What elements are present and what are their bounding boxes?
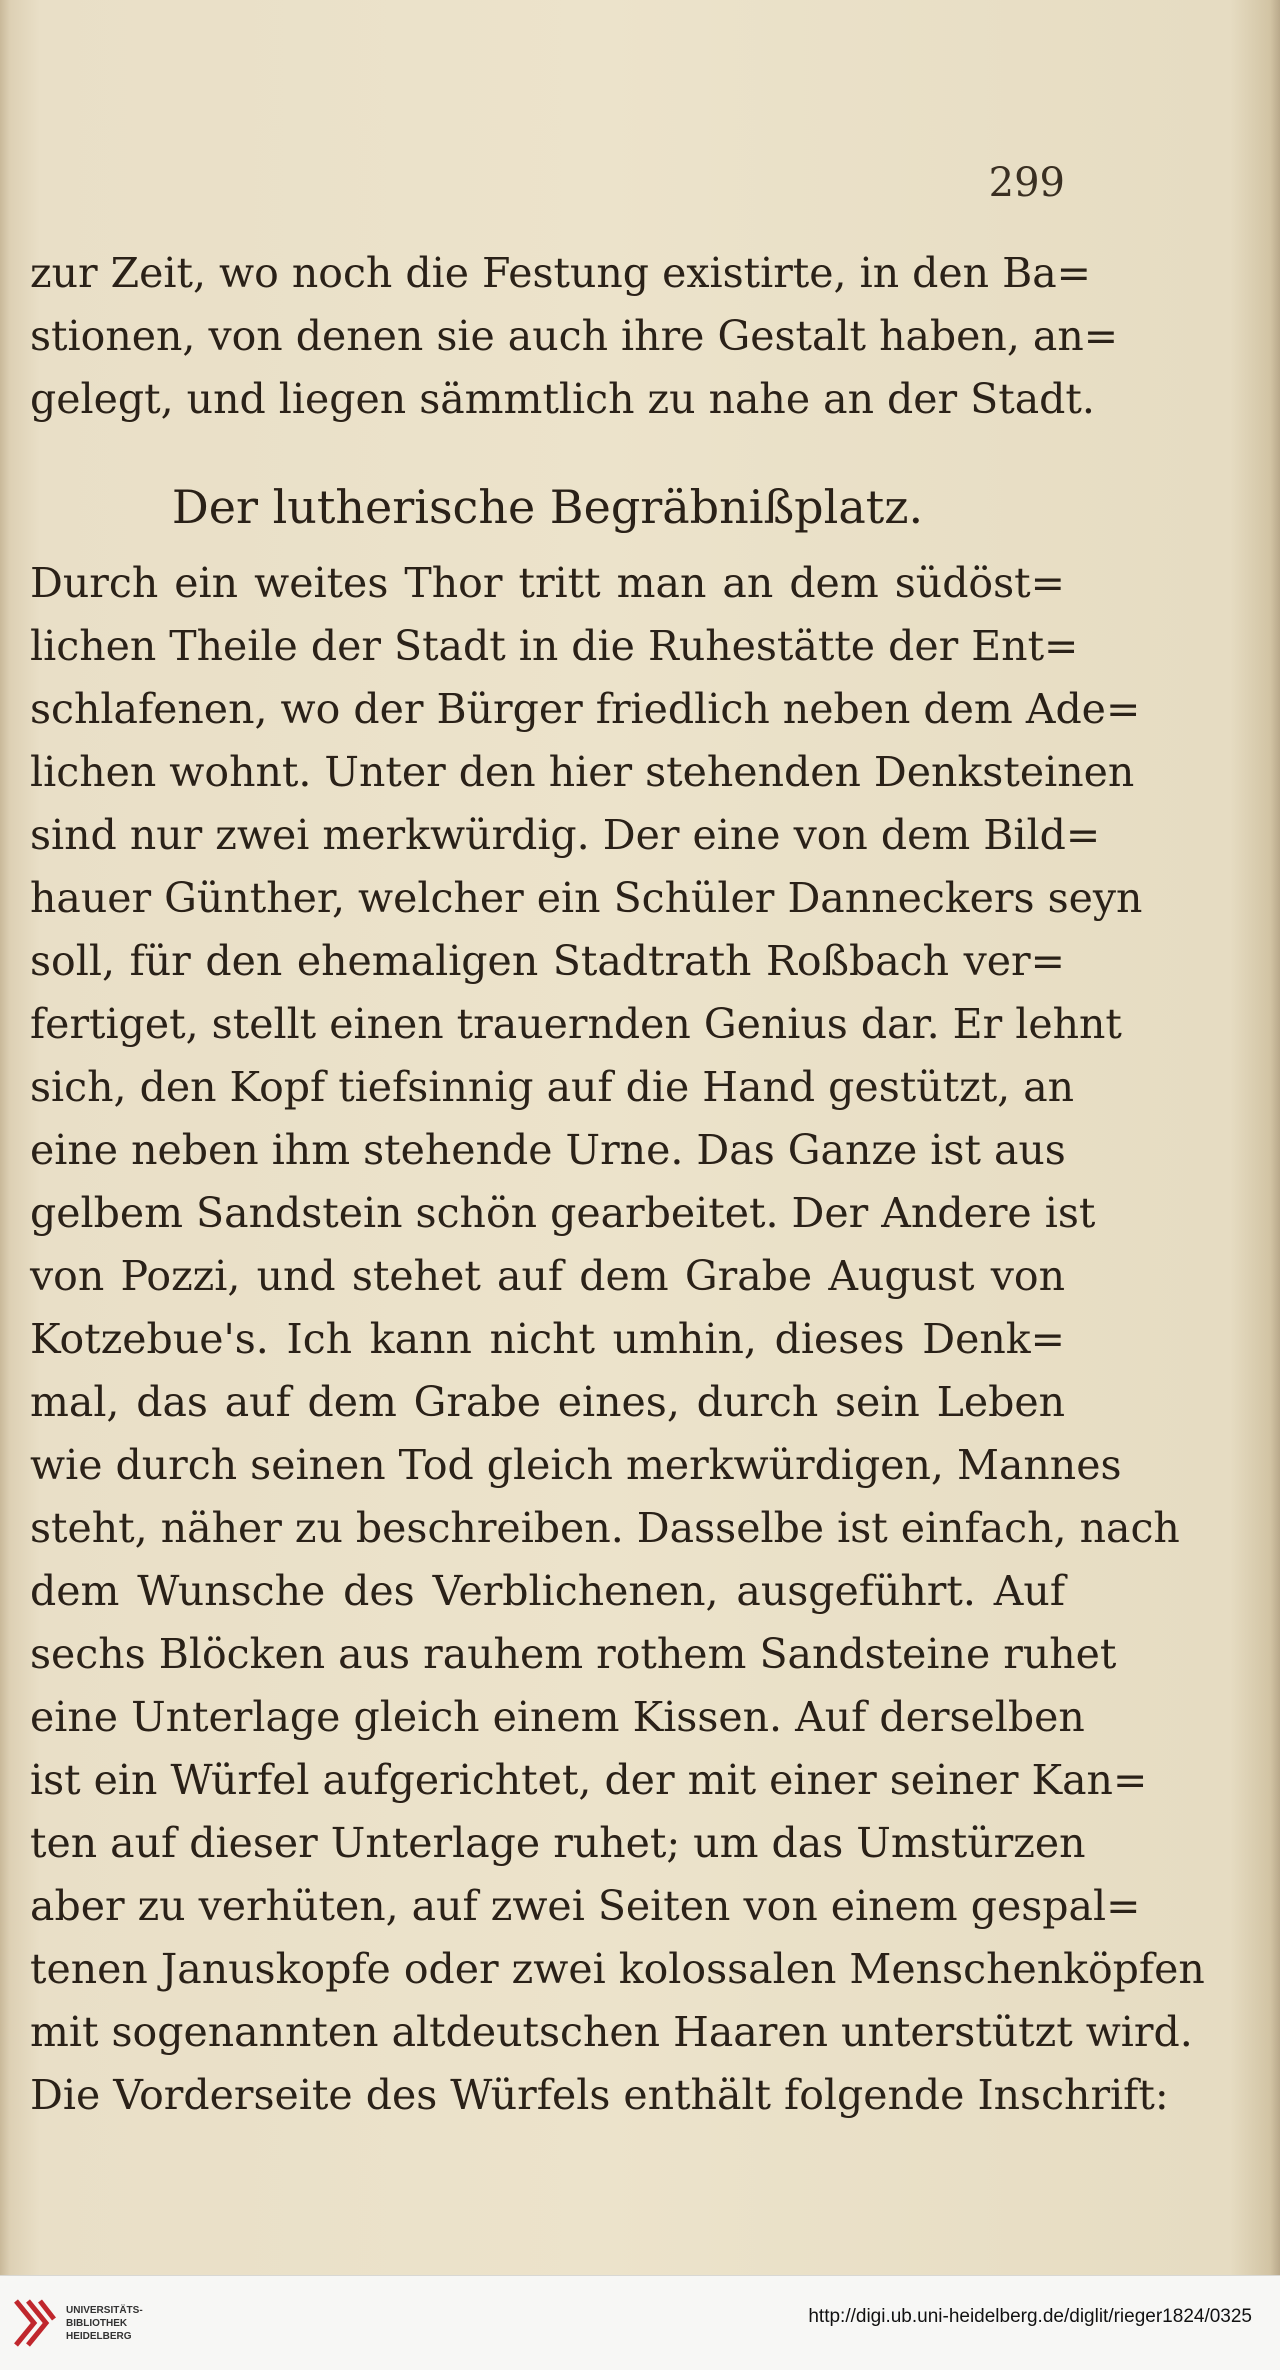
text-line: sich, den Kopf tiefsinnig auf die Hand gestützt, an: [30, 1063, 1075, 1111]
text-line: eine neben ihm stehende Urne. Das Ganze ist aus: [30, 1126, 1066, 1174]
university-library-logo-icon: [10, 2293, 58, 2353]
logo-line: BIBLIOTHEK: [66, 2317, 128, 2329]
footer-bar: [0, 2275, 1280, 2370]
logo-line: UNIVERSITÄTS-: [66, 2304, 143, 2316]
text-line: tenen Januskopfe oder zwei kolossalen Menschenköpfen: [30, 1945, 1205, 1993]
text-line: schlafenen, wo der Bürger friedlich neben dem Ade=: [30, 685, 1141, 733]
text-line: gelegt, und liegen sämmtlich zu nahe an der Stadt.: [30, 375, 1095, 423]
logo-text: [66, 2304, 143, 2343]
permalink-url[interactable]: http://digi.ub.uni-heidelberg.de/diglit/rieger1824/0325: [808, 2306, 1252, 2327]
text-line: eine Unterlage gleich einem Kissen. Auf derselben: [30, 1693, 1085, 1741]
text-line: fertiget, stellt einen trauernden Genius dar. Er lehnt: [30, 1000, 1122, 1048]
text-line: dem Wunsche des Verblichenen, ausgeführt. Auf: [30, 1567, 1065, 1615]
text-line: hauer Günther, welcher ein Schüler Danneckers seyn: [30, 874, 1143, 922]
text-line: Die Vorderseite des Würfels enthält folgende Inschrift:: [30, 2071, 1169, 2119]
logo-line: HEIDELBERG: [66, 2330, 132, 2342]
text-line: zur Zeit, wo noch die Festung existirte, in den Ba=: [30, 249, 1092, 297]
text-line: wie durch seinen Tod gleich merkwürdigen, Mannes: [30, 1441, 1122, 1489]
text-line: sind nur zwei merkwürdig. Der eine von dem Bild=: [30, 811, 1101, 859]
text-line: soll, für den ehemaligen Stadtrath Roßbach ver=: [30, 937, 1065, 985]
text-line: stionen, von denen sie auch ihre Gestalt haben, an=: [30, 312, 1119, 360]
text-line: von Pozzi, und stehet auf dem Grabe August von: [30, 1252, 1065, 1300]
library-logo[interactable]: [10, 2290, 165, 2356]
text-line: aber zu verhüten, auf zwei Seiten von einem gespal=: [30, 1882, 1141, 1930]
text-line: mit sogenannten altdeutschen Haaren unterstützt wird.: [30, 2008, 1193, 2056]
text-line: ist ein Würfel aufgerichtet, der mit einer seiner Kan=: [30, 1756, 1148, 1804]
section-heading: Der lutherische Begräbnißplatz.: [171, 480, 924, 534]
text-line: steht, näher zu beschreiben. Dasselbe ist einfach, nach: [30, 1504, 1180, 1552]
text-line: mal, das auf dem Grabe eines, durch sein Leben: [30, 1378, 1065, 1426]
text-line: gelbem Sandstein schön gearbeitet. Der Andere ist: [30, 1189, 1096, 1237]
text-line: ten auf dieser Unterlage ruhet; um das Umstürzen: [30, 1819, 1086, 1867]
text-line: sechs Blöcken aus rauhem rothem Sandsteine ruhet: [30, 1630, 1117, 1678]
page-number: 299: [988, 160, 1065, 206]
text-line: lichen Theile der Stadt in die Ruhestätte der Ent=: [30, 622, 1079, 670]
text-line: Kotzebue's. Ich kann nicht umhin, dieses Denk=: [30, 1315, 1065, 1363]
text-line: lichen wohnt. Unter den hier stehenden Denksteinen: [30, 748, 1135, 796]
text-line: Durch ein weites Thor tritt man an dem südöst=: [30, 559, 1065, 607]
